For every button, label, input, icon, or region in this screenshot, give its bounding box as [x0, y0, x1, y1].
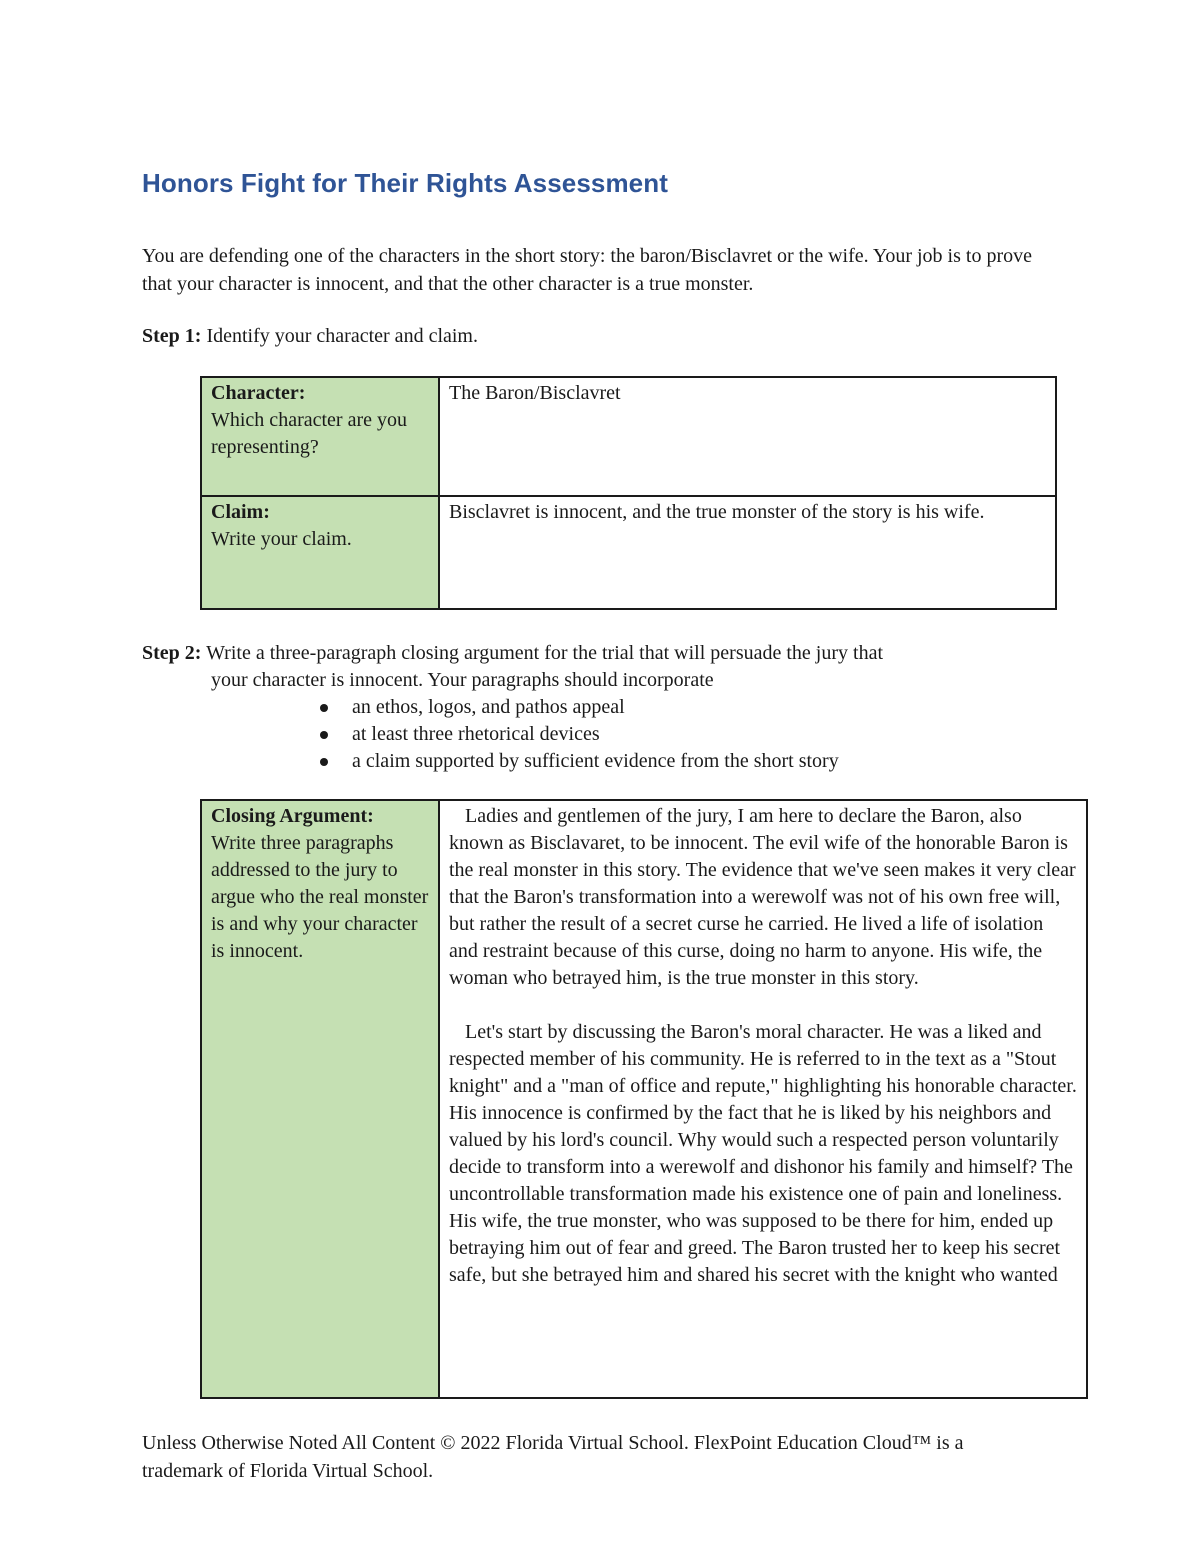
step-2-text-line2: your character is innocent. Your paragraphs should incorporate — [211, 669, 714, 691]
claim-answer[interactable]: Bisclavret is innocent, and the true monster of the story is his wife. — [439, 496, 1056, 609]
page-title: Honors Fight for Their Rights Assessment — [142, 168, 668, 198]
character-label: Character: — [211, 382, 306, 404]
claim-label: Claim: — [211, 501, 270, 523]
step-1-text: Identify your character and claim. — [206, 325, 478, 347]
character-answer[interactable]: The Baron/Bisclavret — [439, 377, 1056, 496]
character-label-cell — [201, 377, 439, 496]
claim-prompt: Write your claim. — [211, 528, 352, 550]
closing-argument-label: Closing Argument: — [211, 805, 374, 827]
claim-label-cell — [201, 496, 439, 609]
step-2-text-line1: Write a three-paragraph closing argument for the trial that will persuade the jury that — [206, 642, 883, 664]
closing-argument-row — [201, 800, 1087, 1398]
bullet-icon — [320, 731, 328, 739]
character-claim-table — [200, 376, 1057, 610]
closing-argument-prompt: Write three paragraphs addressed to the jury to argue who the real monster is and why your character is innocent. — [211, 832, 429, 962]
list-item: a claim supported by sufficient evidence from the short story — [142, 748, 1062, 775]
claim-row — [201, 496, 1056, 609]
character-row — [201, 377, 1056, 496]
bullet-icon — [320, 704, 328, 712]
step-1-label: Step 1: — [142, 325, 202, 347]
argument-paragraph-1: Ladies and gentlemen of the jury, I am here to declare the Baron, also known as Bisclavaret, to be innocent. The evil wife of the honorable Baron is the real monster in this story. The evidence that we've seen makes it very clear that the Baron's transformation into a werewolf was not of his own free will, but rather the result of a secret curse he carried. He lived a life of isolation and restraint because of this curse, doing no harm to anyone. His wife, the woman who betrayed him, is the true monster in this story. — [449, 805, 1076, 989]
step-2-instruction — [142, 640, 1062, 775]
step-2-label: Step 2: — [142, 642, 202, 664]
closing-argument-table — [200, 799, 1088, 1399]
closing-argument-label-cell — [201, 800, 439, 1398]
list-item: an ethos, logos, and pathos appeal — [142, 694, 1062, 721]
step-1-instruction — [142, 325, 478, 348]
intro-paragraph: You are defending one of the characters in the short story: the baron/Bisclavret or the wife. Your job is to prove that your character is innocent, and that the other character is a true monster. — [142, 245, 1032, 295]
requirements-list — [142, 694, 1062, 775]
argument-paragraph-2: Let's start by discussing the Baron's moral character. He was a liked and respected member of his community. He is referred to in the text as a "Stout knight" and a "man of office and repute," highlighting his honorable character. His innocence is confirmed by the fact that he is liked by his neighbors and valued by his lord's council. Why would such a respected person voluntarily decide to transform into a werewolf and dishonor his family and himself? The uncontrollable transformation made his existence one of pain and loneliness. His wife, the true monster, who was supposed to be there for him, ended up betraying him out of fear and greed. The Baron trusted her to keep his secret safe, but she betrayed him and shared his secret with the knight who wanted — [449, 1021, 1077, 1286]
copyright-footer: Unless Otherwise Noted All Content © 2022 Florida Virtual School. FlexPoint Education Cloud™ is a trademark of Florida Virtual School. — [142, 1432, 964, 1482]
character-prompt: Which character are you representing? — [211, 409, 407, 458]
closing-argument-answer[interactable] — [439, 800, 1087, 1398]
bullet-icon — [320, 758, 328, 766]
list-item: at least three rhetorical devices — [142, 721, 1062, 748]
